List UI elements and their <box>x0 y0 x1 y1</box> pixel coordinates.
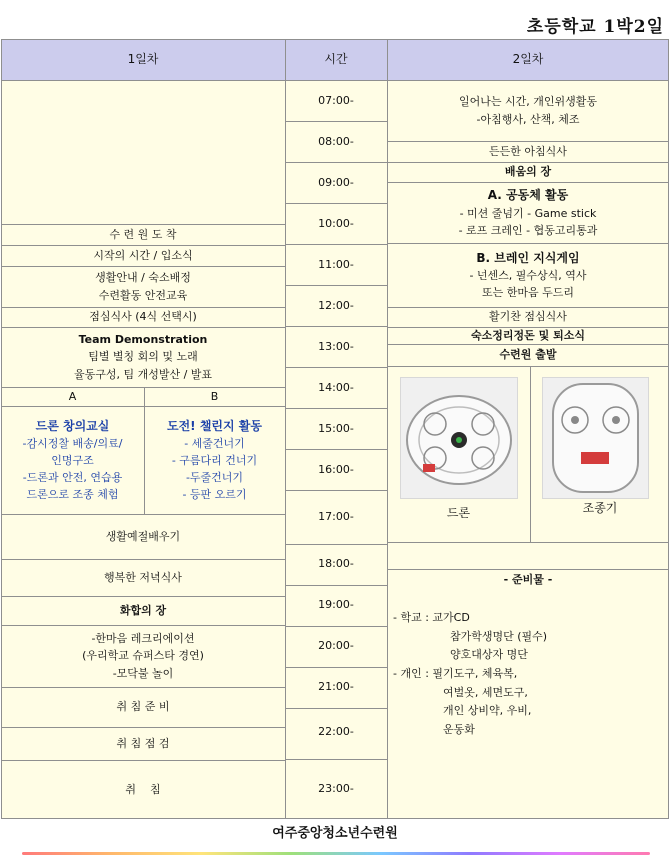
time-slot: 15:00- <box>318 422 354 435</box>
supplies-title: - 준비물 - <box>503 573 553 587</box>
bedtime-check: 취 침 점 검 <box>116 736 170 750</box>
group-a-label: A <box>68 389 77 403</box>
schedule-table <box>1 39 669 819</box>
controller-photo <box>542 377 649 499</box>
page-title: 초등학교 1박2일 <box>526 17 664 37</box>
harmony-title: 화합의 장 <box>119 603 167 617</box>
etiquette: 생활예절배우기 <box>105 529 181 543</box>
day1-header: 1일차 <box>1 39 285 80</box>
time-slot: 14:00- <box>318 381 354 394</box>
challenge-activity <box>144 406 285 514</box>
time-slot: 07:00- <box>318 94 354 107</box>
team-demo-line: 율동구성, 팀 개성발산 / 발표 <box>73 367 213 381</box>
brain-game-line: 또는 한마음 두드리 <box>481 286 574 300</box>
drone-class-line: -감시정찰 배송/의료/ <box>22 437 123 451</box>
drone-class <box>1 406 144 514</box>
departure: 수련원 출발 <box>499 348 557 362</box>
recreation <box>1 625 285 687</box>
community-line: - 로프 크레인 - 협동고리통과 <box>458 223 598 237</box>
brain-game-line: - 넌센스, 필수상식, 역사 <box>469 269 587 283</box>
orientation-line: 생활안내 / 숙소배정 <box>95 271 191 285</box>
checkout: 숙소정리정돈 및 퇴소식 <box>471 328 585 342</box>
organization-name: 여주중앙청소년수련원 <box>272 826 398 841</box>
team-demo-line: 팀별 별칭 회의 및 노래 <box>88 350 198 364</box>
breakfast: 든든한 아침식사 <box>489 144 567 158</box>
time-slot: 17:00- <box>318 510 354 523</box>
day2-lunch: 활기찬 점심식사 <box>489 310 567 324</box>
brain-game-title: B. 브레인 지식게임 <box>476 250 580 265</box>
time-slot: 12:00- <box>318 299 354 312</box>
learning-title: 배움의 장 <box>504 165 552 179</box>
challenge-line: - 구름다리 건너기 <box>171 454 258 468</box>
day2-header: 2일차 <box>387 39 669 80</box>
time-slot: 13:00- <box>318 340 354 353</box>
challenge-line: -두줄건너기 <box>185 471 244 485</box>
sleep: 취 침 <box>125 782 161 796</box>
bedtime-prep: 취 침 준 비 <box>116 700 170 714</box>
drone-caption: 드론 <box>446 505 471 520</box>
brain-game <box>387 243 669 307</box>
drone-class-line: 인명구조 <box>51 454 94 468</box>
community-line: - 미션 줄넘기 - Game stick <box>459 206 597 220</box>
supplies-list <box>393 609 663 751</box>
drone-class-line: -드론과 안전, 연습용 <box>22 471 123 485</box>
controller-caption: 조종기 <box>582 500 618 515</box>
supplies-item: 개인 상비약, 우비, <box>443 704 532 718</box>
wake-line: 일어나는 시간, 개인위생활동 <box>458 95 597 109</box>
supplies-item: - 개인 : 필기도구, 체육복, <box>393 667 518 681</box>
time-slot: 20:00- <box>318 639 354 652</box>
recreation-line: -한마음 레크리에이션 <box>91 632 195 646</box>
recreation-line: (우리학교 슈퍼스타 경연) <box>82 649 204 663</box>
drone-photo <box>400 377 518 499</box>
time-slot: 08:00- <box>318 135 354 148</box>
challenge-line: - 세줄건너기 <box>184 437 245 451</box>
rainbow-divider <box>22 852 650 855</box>
team-demo-title: Team Demonstration <box>78 333 208 347</box>
opening-ceremony: 시작의 시간 / 입소식 <box>93 248 193 262</box>
arrival: 수 련 원 도 착 <box>109 227 177 241</box>
recreation-line: -모닥불 놀이 <box>112 666 174 680</box>
time-slot: 19:00- <box>318 598 354 611</box>
time-slot: 22:00- <box>318 725 354 738</box>
supplies-item: - 학교 : 교가CD <box>393 611 470 624</box>
drone-class-line: 드론으로 조종 체험 <box>26 488 119 502</box>
supplies-item: 운동화 <box>443 723 475 737</box>
orientation <box>1 266 285 307</box>
wake-line: -아침행사, 산책, 체조 <box>476 112 580 126</box>
day1-lunch: 점심식사 (4식 선택시) <box>89 310 197 324</box>
challenge-line: - 등판 오르기 <box>182 488 247 502</box>
drone-class-title: 드론 창의교실 <box>35 418 110 433</box>
time-header: 시간 <box>285 39 387 80</box>
supplies-item: 여벌옷, 세면도구, <box>443 685 528 699</box>
community-activity <box>387 182 669 243</box>
wake-up <box>387 80 669 141</box>
orientation-line: 수련활동 안전교육 <box>98 288 188 302</box>
group-b-label: B <box>210 389 219 403</box>
time-slot: 23:00- <box>318 782 354 795</box>
controller-icon <box>543 378 648 498</box>
community-title: A. 공동체 활동 <box>487 188 569 203</box>
time-slot: 11:00- <box>318 258 354 271</box>
supplies-item: 참가학생명단 (필수) <box>450 629 548 643</box>
supplies-item: 양호대상자 명단 <box>450 648 528 662</box>
time-slot: 18:00- <box>318 557 354 570</box>
challenge-title: 도전! 챌린지 활동 <box>167 418 262 433</box>
time-slot: 21:00- <box>318 680 354 693</box>
time-slot: 09:00- <box>318 176 354 189</box>
time-slot: 10:00- <box>318 217 354 230</box>
dinner: 행복한 저녁식사 <box>104 570 182 584</box>
time-slot: 16:00- <box>318 463 354 476</box>
drone-icon <box>401 378 517 498</box>
team-demonstration <box>1 327 285 387</box>
